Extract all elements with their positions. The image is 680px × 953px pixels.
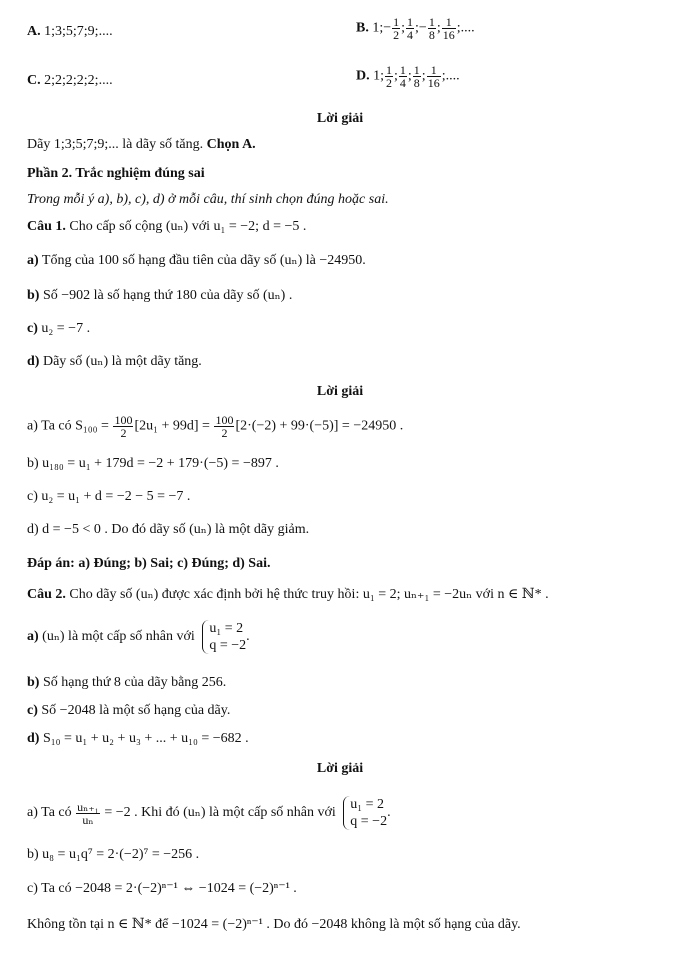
question-label: Câu 1.	[27, 219, 66, 234]
option-c-key: C.	[27, 73, 41, 88]
q2-solution-a	[27, 796, 391, 830]
statement-text: Dãy số (uₙ) là một dãy tăng.	[39, 354, 202, 369]
option-c-text: 2;2;2;2;2;....	[44, 73, 113, 88]
option-b-key: B.	[356, 20, 369, 36]
numerator: 1	[428, 15, 435, 29]
statement-key: d)	[27, 354, 40, 369]
numerator: 1	[445, 15, 452, 29]
q1-solution-c: c) u₂ = u₁ + d = −2 − 5 = −7 .	[27, 489, 191, 504]
separator: ;	[394, 68, 398, 84]
solution-text	[27, 136, 256, 154]
q1-statement-d	[27, 353, 202, 371]
fraction	[406, 16, 414, 41]
fraction	[442, 16, 456, 41]
fraction	[413, 64, 421, 89]
q2-statement-b	[27, 674, 226, 692]
statement-key: a)	[27, 629, 39, 645]
solution-text: a) Ta có S₁₀₀ =	[27, 418, 113, 434]
solution-text: = −2 . Khi đó (uₙ) là một cấp số nhân với	[100, 805, 336, 821]
denominator: 8	[428, 28, 435, 42]
separator: ;	[421, 68, 426, 84]
q2-solution-c: c) Ta có −2048 = 2·(−2)ⁿ⁻¹ ⇔ −1024 = (−2)ⁿ⁻¹ .	[27, 881, 297, 896]
denominator: uₙ	[76, 813, 100, 826]
option-b-suffix: ;....	[456, 20, 475, 36]
numerator: 1	[430, 63, 437, 77]
statement-text: Số hạng thứ 8 của dãy bằng 256.	[39, 675, 227, 690]
system-line: q = −2	[350, 814, 388, 829]
q2-statement-a	[27, 620, 250, 654]
numerator: 1	[386, 63, 393, 77]
denominator: 16	[442, 28, 455, 42]
statement-key: b)	[27, 675, 40, 690]
numerator: 1	[413, 63, 420, 77]
numerator: 100	[114, 413, 133, 427]
solution-heading: Lời giải	[316, 384, 364, 399]
statement-key: c)	[27, 703, 38, 718]
numerator: 1	[399, 63, 406, 77]
fraction	[214, 414, 234, 439]
period: .	[246, 629, 250, 645]
denominator: 4	[407, 28, 414, 42]
statement-text: (uₙ) là một cấp số nhân với	[38, 629, 195, 645]
fraction	[427, 64, 441, 89]
separator: ;−	[415, 20, 427, 36]
solution-text: [2u₁ + 99d] =	[134, 418, 214, 434]
option-d-key: D.	[356, 68, 370, 84]
statement-text: S₁₀ = u₁ + u₂ + u₃ + ... + u₁₀ = −682 .	[39, 731, 249, 746]
numerator: 1	[393, 15, 400, 29]
answer-key: Đáp án: a) Đúng; b) Sai; c) Đúng; d) Sai.	[27, 556, 271, 571]
option-a-text: 1;3;5;7;9;....	[44, 24, 113, 39]
solution-body: Dãy 1;3;5;7;9;... là dãy số tăng.	[27, 137, 207, 152]
statement-text: Số −2048 là một số hạng của dãy.	[37, 703, 231, 718]
part-title: Phần 2. Trắc nghiệm đúng sai	[27, 166, 205, 181]
part-instruction: Trong mỗi ý a), b), c), d) ở mỗi câu, thí sinh chọn đúng hoặc sai.	[27, 192, 389, 207]
fraction	[385, 64, 393, 89]
denominator: 4	[399, 76, 406, 90]
denominator: 2	[386, 76, 393, 90]
q2-statement-c	[27, 702, 230, 720]
fraction	[113, 414, 133, 439]
question-1	[27, 218, 306, 236]
denominator: 16	[427, 76, 440, 90]
period: .	[387, 805, 391, 821]
numerator: 1	[407, 15, 414, 29]
solution-heading: Lời giải	[316, 111, 364, 126]
statement-key: d)	[27, 731, 40, 746]
statement-key: a)	[27, 253, 39, 268]
fraction	[76, 801, 100, 826]
separator: ;	[407, 68, 412, 84]
statement-key: b)	[27, 288, 40, 303]
question-text: Cho dãy số (uₙ) được xác định bởi hệ thức truy hồi: u₁ = 2; uₙ₊₁ = −2uₙ với n ∈ ℕ* .	[65, 587, 549, 602]
numerator: 100	[215, 413, 234, 427]
option-d	[356, 64, 460, 89]
option-d-prefix: 1;	[373, 68, 385, 84]
denominator: 2	[393, 28, 400, 42]
separator: ;	[401, 20, 406, 36]
denominator: 8	[413, 76, 420, 90]
q2-solution-conclusion: Không tồn tại n ∈ ℕ* để −1024 = (−2)ⁿ⁻¹ . Do đó −2048 không là một số hạng của dãy.	[27, 917, 521, 932]
fraction	[392, 16, 400, 41]
q1-statement-a	[27, 252, 366, 270]
statement-text: Tổng của 100 số hạng đầu tiên của dãy số (uₙ) là −24950.	[38, 253, 366, 268]
statement-text: Số −902 là số hạng thứ 180 của dãy số (uₙ) .	[39, 288, 293, 303]
denominator: 2	[214, 426, 234, 439]
solution-text: [2·(−2) + 99·(−5)] = −24950 .	[235, 418, 404, 434]
solution-text: a) Ta có	[27, 805, 76, 821]
option-b-prefix: 1;−	[372, 20, 392, 36]
option-d-suffix: ;....	[441, 68, 460, 84]
solution-heading: Lời giải	[316, 761, 364, 776]
option-a-key: A.	[27, 24, 41, 39]
q1-solution-a	[27, 414, 403, 439]
statement-text: u₂ = −7 .	[37, 321, 91, 336]
question-text: Cho cấp số cộng (uₙ) với u₁ = −2; d = −5 .	[65, 219, 307, 234]
equation-system	[202, 620, 246, 654]
system-line: u₁ = 2	[350, 797, 385, 812]
system-line: q = −2	[209, 638, 247, 653]
q2-solution-b: b) u₈ = u₁q⁷ = 2·(−2)⁷ = −256 .	[27, 847, 200, 862]
question-label: Câu 2.	[27, 587, 66, 602]
numerator: uₙ₊₁	[77, 799, 99, 814]
equation-system	[343, 796, 387, 830]
denominator: 2	[113, 426, 133, 439]
system-line: u₁ = 2	[209, 621, 244, 636]
option-a	[27, 23, 113, 41]
question-2	[27, 586, 549, 604]
statement-key: c)	[27, 321, 38, 336]
separator: ;	[436, 20, 441, 36]
q2-statement-d	[27, 730, 249, 748]
q1-statement-b	[27, 287, 292, 305]
fraction	[428, 16, 436, 41]
chosen-answer: Chọn A.	[206, 137, 256, 152]
fraction	[399, 64, 407, 89]
q1-statement-c	[27, 320, 90, 338]
q1-solution-b: b) u₁₈₀ = u₁ + 179d = −2 + 179·(−5) = −897 .	[27, 456, 279, 471]
q1-solution-d: d) d = −5 < 0 . Do đó dãy số (uₙ) là một dãy giảm.	[27, 522, 310, 537]
option-c	[27, 72, 113, 90]
option-b	[356, 16, 475, 41]
